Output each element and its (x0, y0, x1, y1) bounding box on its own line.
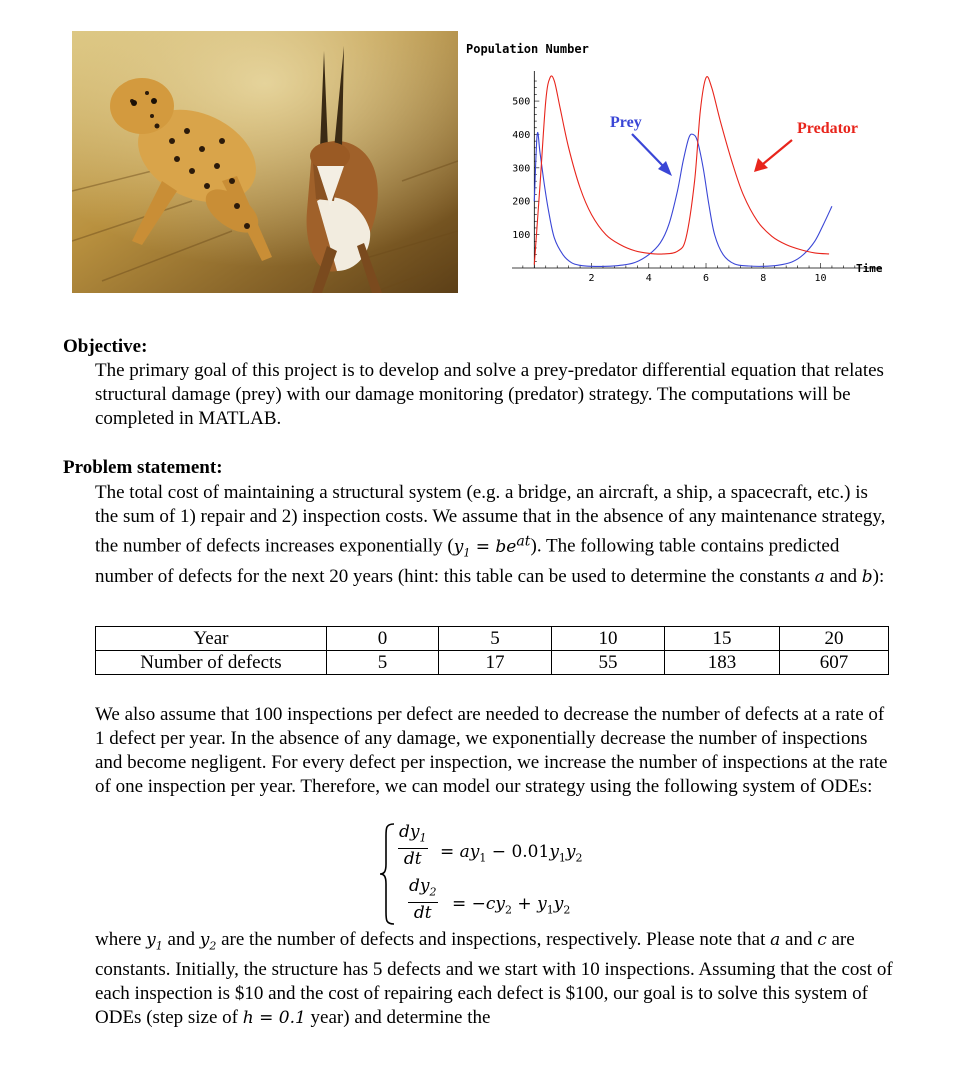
table-cell: 55 (552, 651, 665, 675)
x-tick-label: 6 (703, 273, 710, 284)
eq1-derivative (398, 822, 428, 869)
y-tick-label: 100 (512, 230, 531, 242)
ode-system (378, 822, 638, 926)
table-cell: Year (96, 627, 327, 651)
closing-part-b: and (167, 929, 195, 950)
y-tick-label: 400 (512, 129, 531, 141)
problem-text-part1: The total cost of maintaining a structural system (e.g. a bridge, an aircraft, a ship, a spacecraft, etc.) is the sum of 1) repair and 2) inspection costs. We assume that in the absence of any maintenance strategy, the number of defects increases exponentially ( (95, 482, 886, 557)
predator-arrow-head-icon (754, 158, 768, 172)
population-chart (462, 31, 898, 293)
const-b: b (861, 567, 873, 588)
table-cell: 10 (552, 627, 665, 651)
population-chart-svg (462, 31, 898, 293)
problem-text (95, 481, 895, 589)
table-cell: 5 (327, 651, 439, 675)
prey-annotation-label: Prey (610, 114, 642, 131)
defects-table (95, 626, 889, 675)
objective-heading: Objective: (63, 336, 148, 357)
prey-arrow-shaft (632, 134, 664, 167)
eq2-numerator: $dy_2$ (408, 876, 438, 903)
eq1-numerator: $dy_1$ (398, 822, 428, 849)
table-cell: 15 (665, 627, 780, 651)
table-cell: Number of defects (96, 651, 327, 675)
closing-part-e: are constants. Initially, the structure has 5 defects and we start with 10 inspections. Assuming that the cost of each inspection is $10 and the cost of repairing each defect is $100, our goal is to solve this system of ODEs (step size of (95, 929, 893, 1029)
var-y1: $y_1$ (146, 930, 163, 953)
table-cell: 17 (439, 651, 552, 675)
closing-part-f: year) and determine the (310, 1007, 491, 1029)
table-cell: 183 (665, 651, 780, 675)
problem-heading: Problem statement: (63, 457, 223, 478)
x-axis-label: Time (856, 262, 883, 275)
step-size: h = 0.1 (242, 1008, 306, 1029)
left-brace-icon (378, 822, 398, 926)
eq2-derivative (408, 876, 438, 923)
closing-part-d: and (785, 929, 813, 950)
objective-text: The primary goal of this project is to develop and solve a prey-predator differential equation that relates structural damage (prey) with our damage monitoring (predator) strategy. The computations will be completed in MATLAB. (95, 360, 884, 429)
var-y2: $y_2$ (199, 930, 217, 953)
table-row (96, 651, 889, 675)
table-cell: 5 (439, 627, 552, 651)
eq1-rhs: = $ay_1 - 0.01y_1y_2$ (440, 842, 583, 865)
eq1-denominator: dt (403, 849, 422, 870)
table-cell: 20 (780, 627, 889, 651)
table-cell: 0 (327, 627, 439, 651)
y-axis-label: Population Number (466, 42, 589, 56)
x-tick-label: 2 (588, 273, 595, 284)
const-c: c (817, 930, 827, 950)
problem-text-part3: ): (872, 566, 885, 588)
x-tick-label: 8 (760, 273, 767, 284)
predator-arrow-shaft (763, 140, 792, 164)
closing-part-a: where (95, 929, 142, 950)
eq2-rhs: = $-cy_2 + y_1y_2$ (452, 894, 571, 917)
y-tick-label: 500 (512, 96, 531, 108)
cheetah-gazelle-image (72, 31, 458, 293)
x-tick-label: 4 (645, 273, 652, 284)
const-a: a (814, 567, 825, 588)
assumptions-text: We also assume that 100 inspections per defect are needed to decrease the number of defects at a rate of 1 defect per year. In the absence of any damage, we exponentially decrease the number of inspections and become negligent. For every defect per inspection, we increase the number of inspections at the rate of one inspection per year. Therefore, we can model our strategy using the following system of ODEs: (95, 704, 888, 797)
eq2-denominator: dt (413, 903, 432, 924)
and-word: and (829, 566, 857, 588)
x-tick-label: 10 (814, 273, 827, 284)
y-tick-label: 300 (512, 163, 531, 175)
predator-annotation-label: Predator (797, 120, 859, 137)
growth-formula: $y_1 = be^{at}$ (453, 533, 531, 560)
closing-text (95, 928, 895, 1030)
closing-part-c: are the number of defects and inspections, respectively. Please note that (221, 929, 766, 950)
problem-text-part2: ). The following table contains predicted number of defects for the next 20 years (hint: this table can be used to determine the constants (95, 535, 840, 588)
table-cell: 607 (780, 651, 889, 675)
y-tick-label: 200 (512, 196, 531, 208)
const-a-ref: a (770, 930, 781, 950)
table-row (96, 627, 889, 651)
